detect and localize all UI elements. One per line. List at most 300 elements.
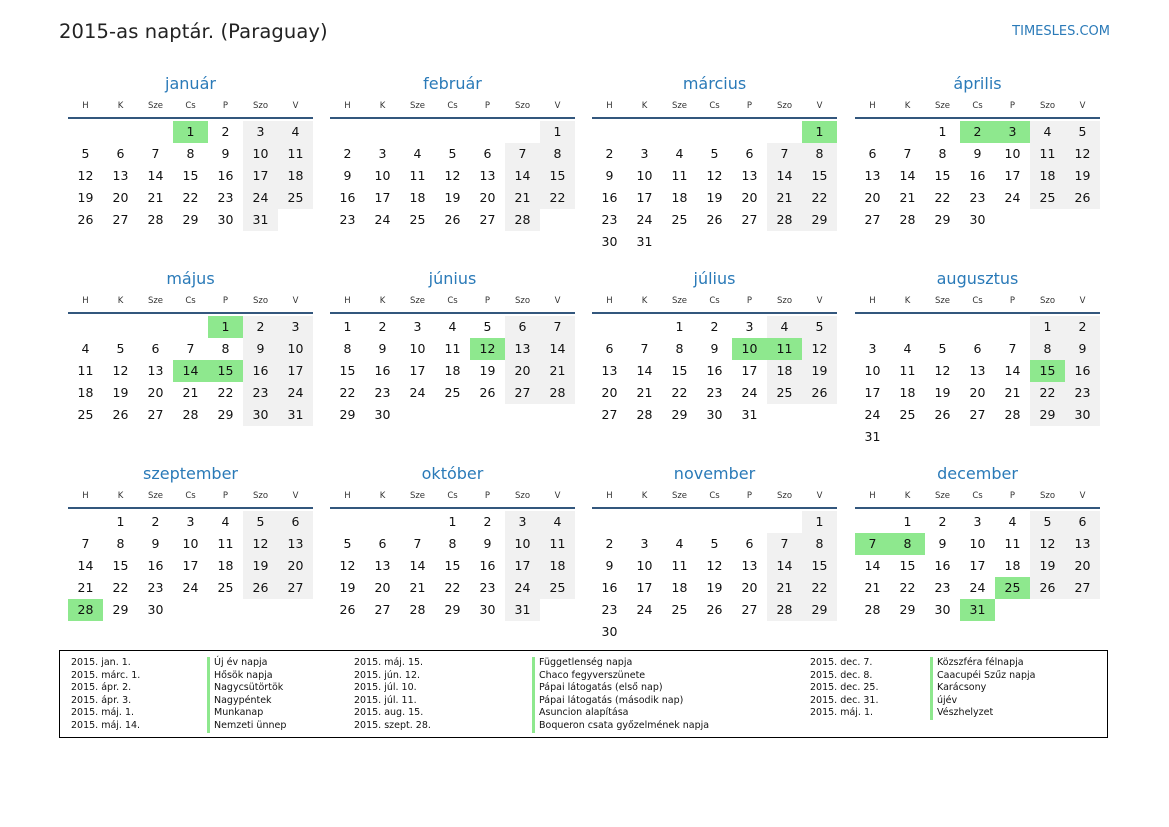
day-cell: 2	[605, 536, 614, 551]
weekday-label: Sze	[934, 491, 951, 501]
weekend-day-cell: 18	[540, 555, 575, 577]
day-cell: 27	[112, 212, 129, 227]
day-cell: 4	[903, 341, 912, 356]
day-cell: 23	[601, 212, 618, 227]
day-cell: 3	[868, 341, 877, 356]
weekday-header	[592, 489, 837, 503]
day-cell: 25	[671, 212, 688, 227]
day-cell: 9	[710, 341, 719, 356]
day-cell: 20	[741, 190, 758, 205]
day-empty	[505, 121, 540, 143]
day-cell: 17	[741, 363, 758, 378]
day-cell: 25	[217, 580, 234, 595]
day-empty	[960, 316, 995, 338]
day-cell: 11	[444, 341, 461, 356]
day-cell: 25	[409, 212, 426, 227]
day-cell: 20	[147, 385, 164, 400]
day-cell: 12	[706, 558, 723, 573]
weekend-day-cell: 26	[1065, 187, 1100, 209]
day-cell: 28	[636, 407, 653, 422]
day-cell: 5	[343, 536, 352, 551]
day-empty	[697, 121, 732, 143]
day-cell: 30	[706, 407, 723, 422]
month-name: október	[421, 464, 484, 483]
weekend-day-cell: 26	[1030, 577, 1065, 599]
day-cell: 11	[671, 168, 688, 183]
day-empty	[68, 316, 103, 338]
day-cell: 27	[601, 407, 618, 422]
weekend-day-cell: 1	[802, 511, 837, 533]
day-grid	[855, 121, 1100, 231]
day-cell: 19	[706, 190, 723, 205]
weekday-label: Sze	[147, 296, 164, 306]
day-cell: 26	[444, 212, 461, 227]
day-empty	[855, 316, 890, 338]
weekday-label: K	[904, 296, 911, 306]
day-cell: 7	[640, 341, 649, 356]
weekday-label: Cs	[972, 101, 983, 111]
weekday-label: Sze	[147, 101, 164, 111]
day-grid	[330, 511, 575, 621]
day-cell: 19	[479, 363, 496, 378]
day-cell: 20	[601, 385, 618, 400]
weekend-day-cell: 21	[767, 577, 802, 599]
weekday-label: Sze	[671, 491, 688, 501]
day-cell: 9	[483, 536, 492, 551]
weekend-day-cell: 31	[243, 209, 278, 231]
weekend-day-cell: 22	[1030, 382, 1065, 404]
day-cell: 29	[112, 602, 129, 617]
weekend-day-cell: 18	[278, 165, 313, 187]
day-cell: 23	[217, 190, 234, 205]
day-cell: 21	[182, 385, 199, 400]
weekday-label: V	[816, 491, 823, 501]
day-cell: 16	[339, 190, 356, 205]
day-cell: 5	[448, 146, 457, 161]
day-cell: 8	[938, 146, 947, 161]
legend-holiday-name: Nagypéntek	[207, 695, 272, 708]
day-cell: 1	[675, 319, 684, 334]
month-name: május	[166, 269, 215, 288]
day-cell: 28	[147, 212, 164, 227]
legend-holiday-name: Vészhelyzet	[930, 707, 993, 720]
month-block	[330, 269, 575, 426]
day-cell: 6	[868, 146, 877, 161]
weekday-header	[330, 489, 575, 503]
month-block	[330, 464, 575, 621]
weekend-day-cell: 20	[278, 555, 313, 577]
header-divider	[592, 117, 837, 119]
day-cell: 6	[605, 341, 614, 356]
weekend-day-cell: 10	[278, 338, 313, 360]
day-cell: 7	[1008, 341, 1017, 356]
day-grid	[330, 121, 575, 231]
header-divider	[330, 117, 575, 119]
legend-date: 2015. szept. 28.	[354, 720, 431, 731]
month-block	[592, 74, 837, 253]
weekend-day-cell: 12	[243, 533, 278, 555]
weekend-day-cell: 25	[767, 382, 802, 404]
day-grid	[592, 316, 837, 426]
weekday-header	[68, 489, 313, 503]
weekend-day-cell: 24	[243, 187, 278, 209]
day-cell: 21	[1004, 385, 1021, 400]
weekend-day-cell: 28	[540, 382, 575, 404]
month-block	[68, 269, 313, 426]
day-cell: 15	[339, 363, 356, 378]
day-grid	[68, 511, 313, 621]
weekday-label: Cs	[972, 491, 983, 501]
weekend-day-cell: 4	[1030, 121, 1065, 143]
day-cell: 14	[77, 558, 94, 573]
weekday-label: H	[82, 296, 89, 306]
day-cell: 20	[864, 190, 881, 205]
holiday-day-cell: 1	[173, 121, 208, 143]
day-cell: 31	[636, 234, 653, 249]
weekday-label: Cs	[447, 491, 458, 501]
day-cell: 1	[938, 124, 947, 139]
day-cell: 18	[409, 190, 426, 205]
month-name: szeptember	[142, 464, 238, 483]
day-cell: 10	[1004, 146, 1021, 161]
day-cell: 10	[374, 168, 391, 183]
day-cell: 7	[81, 536, 90, 551]
day-cell: 11	[1004, 536, 1021, 551]
month-name: január	[165, 74, 216, 93]
day-cell: 3	[186, 514, 195, 529]
weekend-day-cell: 18	[767, 360, 802, 382]
day-cell: 26	[706, 212, 723, 227]
weekday-label: H	[344, 491, 351, 501]
day-empty	[470, 121, 505, 143]
day-cell: 24	[741, 385, 758, 400]
weekday-label: Cs	[185, 296, 196, 306]
day-cell: 13	[601, 363, 618, 378]
day-cell: 30	[601, 234, 618, 249]
day-cell: 23	[934, 580, 951, 595]
day-cell: 10	[864, 363, 881, 378]
weekend-day-cell: 7	[767, 143, 802, 165]
weekend-day-cell: 22	[802, 187, 837, 209]
day-empty	[138, 121, 173, 143]
day-cell: 21	[899, 190, 916, 205]
header-divider	[855, 117, 1100, 119]
weekend-day-cell: 27	[1065, 577, 1100, 599]
weekend-day-cell: 1	[1030, 316, 1065, 338]
header-divider	[592, 507, 837, 509]
day-cell: 19	[706, 580, 723, 595]
day-cell: 28	[1004, 407, 1021, 422]
legend-date: 2015. dec. 7.	[810, 657, 873, 668]
day-cell: 13	[741, 168, 758, 183]
day-cell: 30	[934, 602, 951, 617]
day-cell: 12	[444, 168, 461, 183]
weekend-day-cell: 13	[1065, 533, 1100, 555]
day-empty	[103, 316, 138, 338]
day-cell: 1	[116, 514, 125, 529]
day-empty	[697, 511, 732, 533]
weekday-label: K	[904, 491, 911, 501]
day-cell: 10	[636, 168, 653, 183]
day-empty	[400, 511, 435, 533]
day-cell: 17	[1004, 168, 1021, 183]
legend-holiday-name: Boqueron csata győzelmének napja	[532, 720, 709, 733]
day-cell: 26	[479, 385, 496, 400]
weekday-label: H	[869, 491, 876, 501]
weekday-header	[855, 99, 1100, 113]
month-name: november	[673, 464, 756, 483]
day-cell: 27	[479, 212, 496, 227]
weekend-day-cell: 26	[802, 382, 837, 404]
day-cell: 24	[374, 212, 391, 227]
day-cell: 16	[601, 580, 618, 595]
day-cell: 2	[605, 146, 614, 161]
day-empty	[855, 511, 890, 533]
day-cell: 9	[221, 146, 230, 161]
day-cell: 18	[1004, 558, 1021, 573]
day-cell: 30	[601, 624, 618, 639]
day-cell: 14	[147, 168, 164, 183]
weekday-label: Sze	[934, 296, 951, 306]
day-cell: 23	[147, 580, 164, 595]
day-cell: 14	[899, 168, 916, 183]
day-cell: 10	[182, 536, 199, 551]
weekend-day-cell: 4	[540, 511, 575, 533]
weekday-label: K	[379, 491, 386, 501]
weekday-label: P	[222, 491, 229, 501]
weekend-day-cell: 8	[1030, 338, 1065, 360]
weekend-day-cell: 13	[505, 338, 540, 360]
weekend-day-cell: 20	[505, 360, 540, 382]
day-empty	[995, 316, 1030, 338]
month-name: február	[423, 74, 482, 93]
header-divider	[855, 507, 1100, 509]
legend-date: 2015. dec. 31.	[810, 694, 879, 706]
day-empty	[890, 316, 925, 338]
month-block	[592, 464, 837, 643]
day-cell: 7	[413, 536, 422, 551]
day-cell: 24	[182, 580, 199, 595]
holiday-day-cell: 15	[208, 360, 243, 382]
weekend-day-cell: 2	[243, 316, 278, 338]
weekday-label: H	[344, 101, 351, 111]
day-cell: 31	[741, 407, 758, 422]
weekday-label: Sze	[409, 101, 426, 111]
weekend-day-cell: 28	[505, 209, 540, 231]
day-cell: 15	[934, 168, 951, 183]
day-cell: 9	[343, 168, 352, 183]
weekend-day-cell: 18	[1030, 165, 1065, 187]
legend-holiday-name: Új év napja	[207, 657, 267, 670]
day-cell: 15	[182, 168, 199, 183]
weekday-label: P	[746, 296, 753, 306]
weekend-day-cell: 9	[243, 338, 278, 360]
day-cell: 17	[182, 558, 199, 573]
weekday-label: K	[641, 491, 648, 501]
day-cell: 22	[899, 580, 916, 595]
holiday-legend	[59, 650, 1108, 738]
day-empty	[890, 121, 925, 143]
day-empty	[365, 121, 400, 143]
weekday-label: H	[606, 296, 613, 306]
day-cell: 18	[77, 385, 94, 400]
weekend-day-cell: 30	[243, 404, 278, 426]
day-empty	[330, 511, 365, 533]
legend-holiday-name: Nemzeti ünnep	[207, 720, 286, 733]
weekday-header	[592, 99, 837, 113]
weekend-day-cell: 21	[505, 187, 540, 209]
header-divider	[592, 312, 837, 314]
weekend-day-cell: 30	[1065, 404, 1100, 426]
day-cell: 4	[221, 514, 230, 529]
day-cell: 25	[671, 602, 688, 617]
day-empty	[732, 121, 767, 143]
day-cell: 3	[378, 146, 387, 161]
day-empty	[855, 121, 890, 143]
weekday-label: Sze	[147, 491, 164, 501]
day-cell: 5	[81, 146, 90, 161]
day-cell: 8	[343, 341, 352, 356]
weekend-day-cell: 8	[802, 533, 837, 555]
day-cell: 28	[864, 602, 881, 617]
day-cell: 11	[217, 536, 234, 551]
weekend-day-cell: 25	[540, 577, 575, 599]
weekday-label: Cs	[447, 296, 458, 306]
month-name: június	[428, 269, 477, 288]
weekday-label: Szo	[776, 101, 793, 111]
day-cell: 3	[973, 514, 982, 529]
day-cell: 16	[969, 168, 986, 183]
day-cell: 26	[77, 212, 94, 227]
day-cell: 24	[1004, 190, 1021, 205]
day-cell: 12	[934, 363, 951, 378]
day-cell: 13	[479, 168, 496, 183]
weekend-day-cell: 14	[505, 165, 540, 187]
day-cell: 15	[671, 363, 688, 378]
day-empty	[662, 121, 697, 143]
legend-date: 2015. júl. 10.	[354, 682, 417, 694]
weekend-day-cell: 6	[1065, 511, 1100, 533]
day-cell: 29	[182, 212, 199, 227]
day-cell: 16	[374, 363, 391, 378]
day-cell: 9	[973, 146, 982, 161]
day-cell: 21	[147, 190, 164, 205]
legend-date: 2015. dec. 25.	[810, 682, 879, 694]
day-grid	[330, 316, 575, 426]
day-cell: 9	[605, 558, 614, 573]
weekday-label: Cs	[709, 101, 720, 111]
day-cell: 16	[934, 558, 951, 573]
day-cell: 24	[409, 385, 426, 400]
site-link[interactable]: TIMESLES.COM	[1012, 24, 1110, 39]
day-cell: 10	[409, 341, 426, 356]
day-grid	[855, 511, 1100, 621]
day-cell: 2	[938, 514, 947, 529]
day-cell: 29	[339, 407, 356, 422]
header-divider	[855, 312, 1100, 314]
holiday-day-cell: 14	[173, 360, 208, 382]
holiday-day-cell: 3	[995, 121, 1030, 143]
legend-date: 2015. dec. 8.	[810, 669, 873, 681]
month-block	[68, 74, 313, 231]
day-cell: 22	[112, 580, 129, 595]
weekend-day-cell: 9	[1065, 338, 1100, 360]
day-cell: 8	[186, 146, 195, 161]
weekend-day-cell: 4	[278, 121, 313, 143]
day-cell: 11	[409, 168, 426, 183]
weekend-day-cell: 15	[540, 165, 575, 187]
day-cell: 16	[706, 363, 723, 378]
day-grid	[68, 121, 313, 231]
day-empty	[68, 121, 103, 143]
weekend-day-cell: 14	[767, 165, 802, 187]
legend-date: 2015. júl. 11.	[354, 694, 417, 706]
weekend-day-cell: 7	[540, 316, 575, 338]
weekend-day-cell: 29	[802, 209, 837, 231]
legend-holiday-name: Munkanap	[207, 707, 263, 720]
month-name: augusztus	[936, 269, 1019, 288]
header-divider	[330, 507, 575, 509]
weekday-label: Cs	[447, 101, 458, 111]
weekday-header	[330, 99, 575, 113]
day-cell: 24	[864, 407, 881, 422]
month-block	[330, 74, 575, 231]
day-cell: 8	[221, 341, 230, 356]
weekday-label: V	[1079, 101, 1086, 111]
day-cell: 24	[969, 580, 986, 595]
legend-holiday-name: újév	[930, 695, 957, 708]
day-empty	[925, 316, 960, 338]
day-cell: 29	[217, 407, 234, 422]
day-cell: 22	[444, 580, 461, 595]
weekend-day-cell: 20	[1065, 555, 1100, 577]
weekday-header	[855, 489, 1100, 503]
day-empty	[662, 511, 697, 533]
weekend-day-cell: 31	[278, 404, 313, 426]
day-cell: 11	[899, 363, 916, 378]
day-cell: 8	[448, 536, 457, 551]
day-empty	[732, 511, 767, 533]
holiday-day-cell: 10	[732, 338, 767, 360]
weekend-day-cell: 16	[1065, 360, 1100, 382]
legend-date: 2015. ápr. 2.	[71, 682, 132, 694]
day-cell: 30	[217, 212, 234, 227]
weekday-label: Szo	[514, 296, 531, 306]
day-cell: 27	[147, 407, 164, 422]
day-cell: 19	[339, 580, 356, 595]
day-cell: 7	[903, 146, 912, 161]
weekend-day-cell: 14	[767, 555, 802, 577]
weekday-label: Sze	[409, 491, 426, 501]
legend-date: 2015. márc. 1.	[71, 669, 141, 681]
weekday-label: Szo	[252, 101, 269, 111]
legend-date: 2015. jan. 1.	[71, 657, 131, 668]
weekend-day-cell: 19	[802, 360, 837, 382]
weekday-label: V	[292, 491, 299, 501]
weekend-day-cell: 5	[243, 511, 278, 533]
weekday-label: H	[344, 296, 351, 306]
day-cell: 6	[745, 536, 754, 551]
day-cell: 19	[77, 190, 94, 205]
weekday-label: V	[816, 296, 823, 306]
weekday-label: P	[1009, 491, 1016, 501]
day-cell: 13	[112, 168, 129, 183]
day-cell: 13	[741, 558, 758, 573]
month-block	[855, 74, 1100, 231]
day-cell: 27	[741, 602, 758, 617]
day-cell: 30	[479, 602, 496, 617]
weekend-day-cell: 24	[505, 577, 540, 599]
